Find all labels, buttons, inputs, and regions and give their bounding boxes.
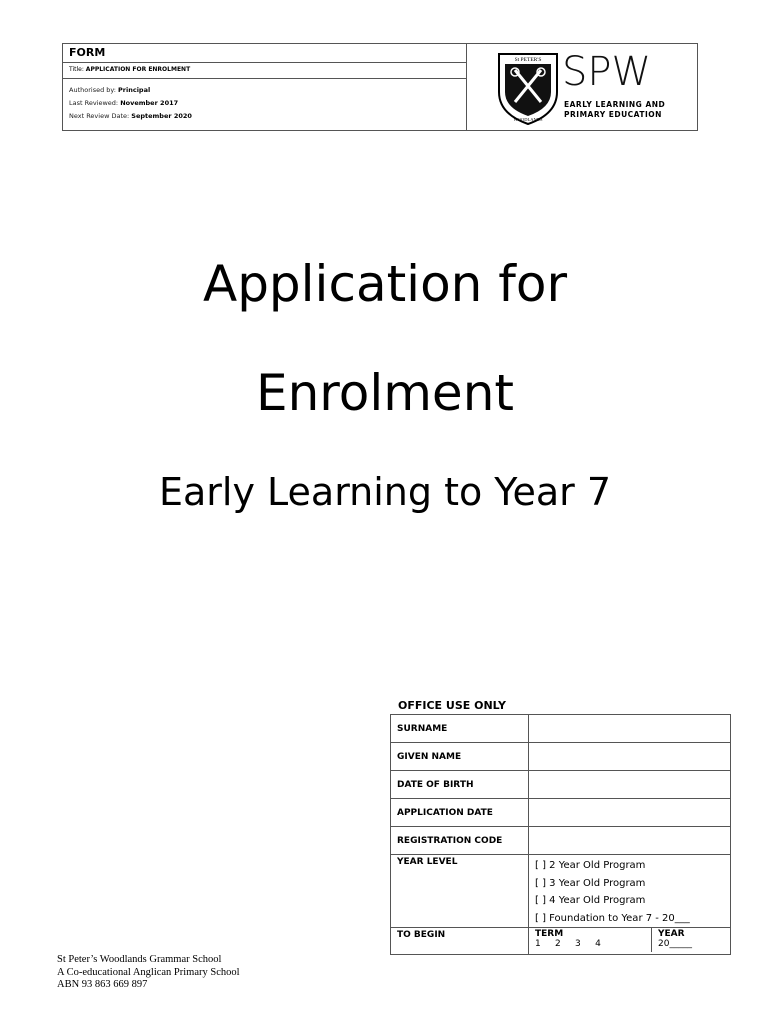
given-name-label: GIVEN NAME xyxy=(391,743,529,771)
title-value: APPLICATION FOR ENROLMENT xyxy=(85,66,191,73)
year-value: 20_____ xyxy=(658,939,692,949)
office-use-table xyxy=(390,714,731,955)
to-begin-fields xyxy=(529,928,731,955)
year-field[interactable] xyxy=(652,928,730,952)
term-field[interactable] xyxy=(529,928,652,952)
logo-subtitle xyxy=(564,100,665,120)
surname-field[interactable] xyxy=(529,715,731,743)
footer-line3: ABN 93 863 669 897 xyxy=(57,979,148,990)
crest-bottom-text: WOODLANDS xyxy=(513,117,543,122)
next-review-label: Next Review Date: xyxy=(69,112,132,120)
table-row xyxy=(391,827,731,855)
option-foundation-year7[interactable]: [ ] Foundation to Year 7 - 20___ xyxy=(535,912,690,924)
option-2-year-old[interactable]: [ ] 2 Year Old Program xyxy=(535,860,646,871)
dob-label: DATE OF BIRTH xyxy=(391,771,529,799)
page-subtitle: Early Learning to Year 7 xyxy=(158,470,612,514)
term-label: TERM xyxy=(535,929,564,939)
table-row xyxy=(391,771,731,799)
footer xyxy=(57,954,240,992)
school-logo xyxy=(467,44,697,130)
registration-code-field[interactable] xyxy=(529,827,731,855)
last-reviewed xyxy=(69,99,178,107)
logo-sub1: EARLY LEARNING AND xyxy=(564,100,666,109)
year-level-label: YEAR LEVEL xyxy=(391,855,529,928)
table-row xyxy=(391,799,731,827)
application-date-label: APPLICATION DATE xyxy=(391,799,529,827)
given-name-field[interactable] xyxy=(529,743,731,771)
form-header xyxy=(62,43,698,131)
registration-code-label: REGISTRATION CODE xyxy=(391,827,529,855)
logo-text: SPW xyxy=(562,49,652,95)
footer-line1: St Peter’s Woodlands Grammar School xyxy=(57,954,222,965)
year-label: YEAR xyxy=(658,929,685,939)
to-begin-label: TO BEGIN xyxy=(391,928,529,955)
surname-label: SURNAME xyxy=(391,715,529,743)
table-row xyxy=(391,855,731,928)
divider xyxy=(63,78,466,79)
year-level-options xyxy=(529,855,731,928)
office-use-heading: OFFICE USE ONLY xyxy=(398,699,506,712)
form-label: FORM xyxy=(69,46,106,59)
option-4-year-old[interactable]: [ ] 4 Year Old Program xyxy=(535,895,646,906)
footer-line2: A Co-educational Anglican Primary School xyxy=(57,966,240,978)
logo-sub2: PRIMARY EDUCATION xyxy=(564,110,662,119)
table-row xyxy=(391,715,731,743)
form-title xyxy=(69,66,190,73)
page-title-line2: Enrolment xyxy=(256,364,514,422)
option-3-year-old[interactable]: [ ] 3 Year Old Program xyxy=(535,877,646,889)
form-meta xyxy=(63,44,467,130)
school-crest-icon xyxy=(495,48,561,126)
next-review-value: September 2020 xyxy=(131,112,192,120)
reviewed-value: November 2017 xyxy=(120,99,179,107)
authorised-by xyxy=(69,86,150,94)
page-title-line1: Application for xyxy=(202,255,567,313)
next-review xyxy=(69,112,192,120)
application-date-field[interactable] xyxy=(529,799,731,827)
table-row xyxy=(391,928,731,955)
table-row xyxy=(391,743,731,771)
term-values: 1 2 3 4 xyxy=(535,939,601,949)
divider xyxy=(63,62,466,63)
reviewed-label: Last Reviewed: xyxy=(69,99,121,107)
dob-field[interactable] xyxy=(529,771,731,799)
title-prefix: Title: xyxy=(69,66,86,73)
authorised-value: Principal xyxy=(118,86,151,94)
crest-top-text: St PETER'S xyxy=(514,57,542,63)
authorised-label: Authorised by: xyxy=(69,86,119,94)
